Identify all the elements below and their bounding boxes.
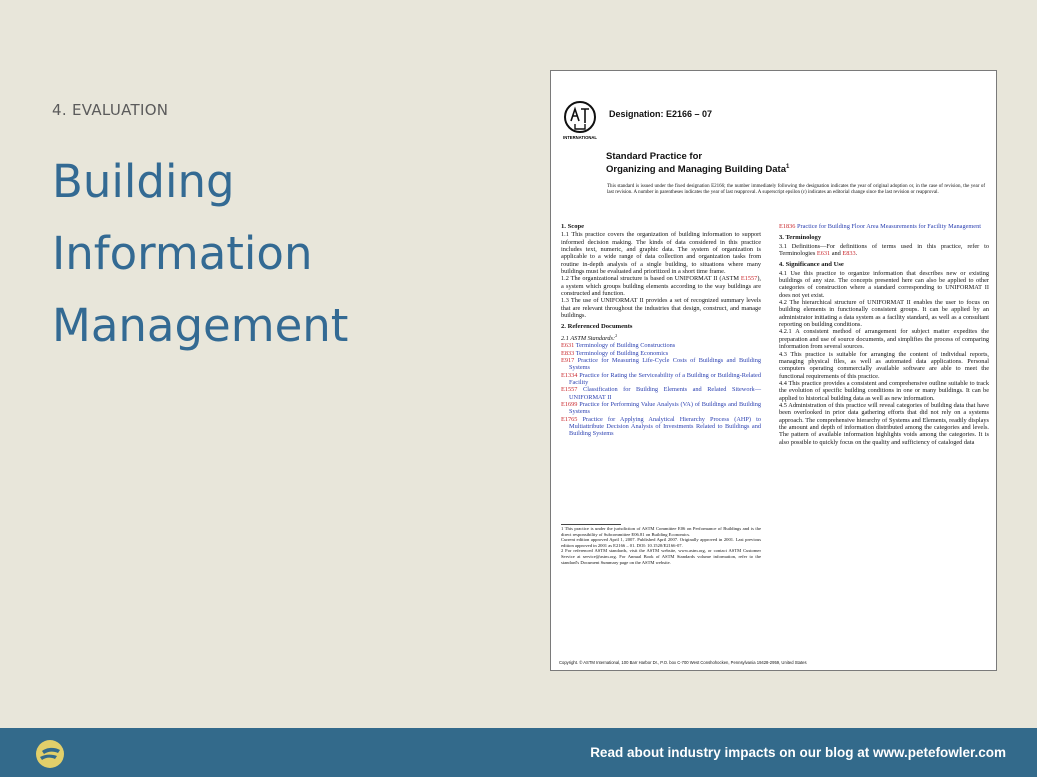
reference-link-e1699[interactable]: E1699 Practice for Performing Value Analysis (VA) of Buildings and Building Systems [561,401,762,416]
title-line-2: Organizing and Managing Building Data [606,164,786,176]
document-image [550,70,997,671]
reference-link-e631[interactable]: E631 Terminology of Building Constructions [561,342,676,350]
astm-standards: 2.1 ASTM Standards:$^2$ [561,332,618,342]
footnote-divider [561,524,621,525]
sig-4-4: 4.4 This practice provides a consistent and comprehensive outline suitable to track the evolution of specific building conditions in one or many buildings. It can be applied to historical building data as well as new information. [779,379,989,402]
slide-title: Building Information Management [52,155,349,352]
sig-4-2: 4.2 The hierarchical structure of UNIFORMAT II enables the user to focus on building elements in functionally consistent groups. It can be applied by an administrator initiating a data system as a facility standard, as well as a consultant reporting on building conditions. [779,299,989,329]
right-column [779,223,989,446]
scope-heading: 1. Scope [561,223,585,230]
section-label: 4. EVALUATION [52,101,169,119]
designation: Designation: E2166 – 07 [609,109,713,119]
significance-heading: 4. Significance and Use [779,261,844,269]
title-line-1: Standard Practice for [606,151,703,162]
logo-caption: INTERNATIONAL [563,135,597,140]
blog-link[interactable]: Read about industry impacts on our blog at www.petefowler.com [590,745,1006,760]
reference-link-e1334[interactable]: E1334 Practice for Rating the Serviceability of a Building or Building-Related Facility [561,371,761,386]
astm-logo-icon [562,99,598,141]
reference-link-e1836[interactable]: E1836 Practice for Building Floor Area Measurements for Facility Management [779,223,981,230]
sig-4-3: 4.3 This practice is suitable for arranging the content of individual reports, managing physical files, as well as automated data applications. Personal computers operating commercially available software are able to meet the functional requirements of this practice. [779,350,989,380]
left-column [561,223,761,438]
refdocs-heading: 2. Referenced Documents [561,323,633,331]
sig-4-2-1: 4.2.1 A consistent method of arrangement for subject matter expedites the preparation and use of source documents, and simplifies the process of comparing information from several sources. [779,328,989,351]
reference-link-e1557[interactable]: E1557 Classification for Building Elements and Related Sitework—UNIFORMAT II [561,386,762,401]
standard-title [606,151,966,175]
reference-link-e917[interactable]: E917 Practice for Measuring Life-Cycle Costs of Buildings and Building Systems [561,356,761,372]
footnote-1b: Current edition approved April 1, 2007. Published April 2007. Originally approved in 2001. Last previous edition approved in 2001 as E2166 – 01. DOI: 10.1520/E2166-07. [561,537,761,548]
issued-note: This standard is issued under the fixed designation E2166; the number immediately following the designation indicates the year of original adoption or, in the case of revision, the year of last revision. A number in parentheses indicates the year of last reapproval. A superscript epsilon (ε) indicates an editorial change since the last revision or reapproval. [607,184,985,196]
sig-4-1: 4.1 Use this practice to organize information that describes new or existing buildings of any size. The concepts presented here can also be applied to other categories of construction where a standard corresponding to UNIFORMAT II does not yet exist. [779,269,989,299]
scope-1-2: 1.2 The organizational structure is based on UNIFORMAT II (ASTM E1557), a system which groups building elements according to the way buildings are constructed and function. [561,275,761,298]
reference-link-e1765[interactable]: E1765 Practice for Applying Analytical Hierarchy Process (AHP) to Multiattribute Decision Analysis of Investments Related to Buildings and Building Systems [561,415,761,438]
footnotes [561,526,761,565]
footer-bar [0,728,1037,777]
title-sup: 1 [785,164,790,170]
reference-link-e833[interactable]: E833 Terminology of Building Economics [561,349,669,357]
sig-4-5: 4.5 Administration of this practice will reveal categories of building data that have been overlooked in prior data gathering efforts that did not rely on a systems approach. The comprehensive hierarchy of Systems and Elements, readily displays the amount and depth of information distributed among the categories and levels. The pattern of available information highlights voids among the categories. It is also possible to quickly focus on the quality and sufficiency of cataloged data [779,401,989,446]
company-logo-icon [33,739,67,769]
scope-1-3: 1.3 The use of UNIFORMAT II provides a set of recognized summary levels that are relevant throughout the industries that design, construct, and manage buildings. [561,297,761,320]
scope-1-1: 1.1 This practice covers the organization of building information to support informed decision making. The kinds of data considered in this practice includes text, numeric, and graphic data. The system of organization is applicable to a wide range of data collection and organization tasks from routine in-depth analysis of a single building, to situations where many buildings must be evaluated and prioritized in a short time frame. [561,231,761,276]
reference-list [561,342,761,437]
terminology-heading: 3. Terminology [779,234,822,242]
copyright: Copyright. © ASTM International, 100 Barr Harbor Dr., P.O. box C-700 West Conshohocken, Pennsylvania 19428-2959, United States [559,660,807,665]
term-3-1: 3.1 Definitions—For definitions of terms used in this practice, refer to Terminologies E631 and E833. [779,242,989,258]
footnote-1: 1 This practice is under the jurisdiction of ASTM Committee E06 on Performance of Buildings and is the direct responsibility of Subcommittee E06.81 on Building Economics. [561,526,761,537]
footnote-2: 2 For referenced ASTM standards, visit the ASTM website, www.astm.org, or contact ASTM Customer Service at service@astm.org. For Annual Book of ASTM Standards volume information, refer to the standard's Document Summary page on the ASTM website. [561,548,761,565]
